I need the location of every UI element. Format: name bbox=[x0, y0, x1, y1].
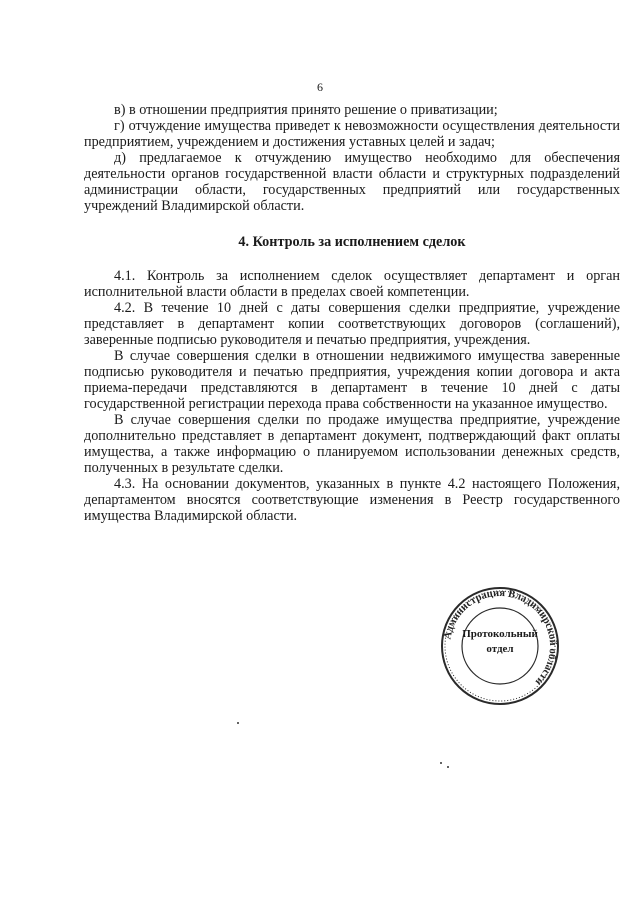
stamp-center-line2: отдел bbox=[486, 643, 514, 655]
scan-speck bbox=[237, 722, 239, 724]
stamp-ring-text: Администрация Владимирской области bbox=[442, 587, 559, 688]
stamp-center-line1: Протокольный bbox=[462, 628, 538, 640]
paragraph-4-1: 4.1. Контроль за исполнением сделок осуществляет департамент и орган исполнительной власти области в пределах своей компетенции. bbox=[84, 268, 620, 300]
paragraph-item-d: д) предлагаемое к отчуждению имущество необходимо для обеспечения деятельности органов государственной власти области и структурных подразделений администрации области, государственных предприятий или государственных учреждений Владимирской области. bbox=[84, 150, 620, 214]
paragraph-item-v: в) в отношении предприятия принято решение о приватизации; bbox=[114, 102, 498, 118]
page-number: 6 bbox=[317, 80, 323, 94]
paragraph-4-3: 4.3. На основании документов, указанных в пункте 4.2 настоящего Положения, департаментом вносятся соответствующие изменения в Реестр государственного имущества Владимирской области. bbox=[84, 476, 620, 524]
section-heading: 4. Контроль за исполнением сделок bbox=[238, 234, 466, 250]
paragraph-4-2: 4.2. В течение 10 дней с даты совершения сделки предприятие, учреждение представляет в департамент копии соответствующих договоров (соглашений), заверенные подписью руководителя и печатью предприятия, учреждения. bbox=[84, 300, 620, 348]
scan-speck bbox=[440, 762, 442, 764]
paragraph-real-estate: В случае совершения сделки в отношении недвижимого имущества заверенные подписью руководителя и печатью предприятия, учреждения копии договора и акта приема-передачи представляются в департамент в течение 10 дней с даты государственной регистрации перехода права собственности на указанное имущество. bbox=[84, 348, 620, 412]
official-stamp bbox=[434, 586, 566, 706]
paragraph-sale: В случае совершения сделки по продаже имущества предприятие, учреждение дополнительно представляет в департамент документ, подтверждающий факт оплаты имущества, а также информацию о планируемом использовании денежных средств, полученных в результате сделки. bbox=[84, 412, 620, 476]
scan-speck bbox=[447, 766, 449, 768]
document-body bbox=[84, 102, 620, 524]
paragraph-item-g: г) отчуждение имущества приведет к невозможности осуществления деятельности предприятием, учреждением и достижения уставных целей и задач; bbox=[84, 118, 620, 150]
